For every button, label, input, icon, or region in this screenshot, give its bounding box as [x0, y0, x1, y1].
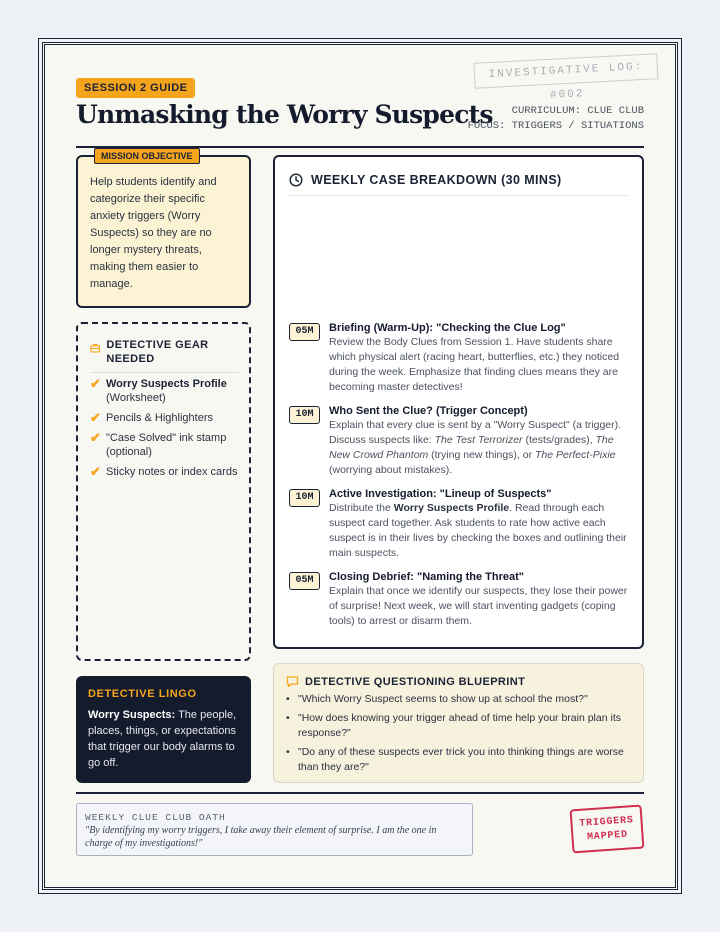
page-title: Unmasking the Worry Suspects	[76, 100, 493, 129]
gear-header	[90, 338, 239, 373]
oath-text: "By identifying my worry triggers, I take away their element of surprise. I am the one in charge of my investigations!"	[85, 825, 437, 849]
check-icon: ✔	[90, 410, 101, 425]
weekly-oath-box	[76, 803, 473, 856]
gear-item: ✔ Sticky notes or index cards	[90, 464, 238, 479]
questioning-header	[286, 675, 525, 688]
question-item: • "How does knowing your trigger ahead of time help your brain plan its response?"	[284, 711, 633, 741]
gear-item: ✔ Pencils & Highlighters	[90, 410, 213, 425]
clock-icon	[289, 173, 303, 187]
time-badge: 05M	[289, 572, 320, 590]
agenda-block-desc: Explain that once we identify our suspects, they lose their power of surprise! Next week, we will start inventing gadgets (coping tools) to arrest or disarm them.	[329, 585, 628, 627]
mission-objective-tag: MISSION OBJECTIVE	[94, 148, 200, 164]
weekly-case-breakdown-card	[273, 155, 644, 649]
lingo-title: DETECTIVE LINGO	[88, 688, 197, 700]
time-badge: 05M	[289, 323, 320, 341]
curriculum-meta	[468, 104, 644, 134]
mission-objective-text: Help students identify and categorize their specific anxiety triggers (Worry Suspects) so they are no longer mystery threats, making them easier to manage.	[90, 176, 217, 290]
question-item: • "Do any of these suspects ever trick you into thinking things are worse than they are?"	[284, 745, 633, 775]
agenda-block	[289, 321, 628, 395]
speech-bubble-icon	[286, 675, 299, 688]
mission-objective-card	[76, 151, 251, 308]
check-icon: ✔	[90, 376, 101, 391]
questioning-blueprint-card	[273, 663, 644, 783]
time-badge: 10M	[289, 406, 320, 424]
agenda-block-title: Briefing (Warm-Up): "Checking the Clue Log"	[329, 322, 566, 334]
agenda-block	[289, 404, 628, 478]
agenda-block-title: Who Sent the Clue? (Trigger Concept)	[329, 405, 528, 417]
agenda-block	[289, 570, 628, 629]
agenda-block-desc: Review the Body Clues from Session 1. Have students share which physical alert (racing heart, butterflies, etc.) they noticed during the week. Emphasize that finding clues means they are becoming master detectives!	[329, 336, 620, 393]
curriculum-label: CURRICULUM: CLUE CLUB	[511, 105, 644, 117]
gear-list	[90, 377, 241, 485]
briefcase-icon	[90, 342, 100, 354]
time-badge: 10M	[289, 489, 320, 507]
investigative-log-stamp: INVESTIGATIVE LOG: #002	[473, 53, 658, 89]
check-icon: ✔	[90, 430, 101, 445]
detective-lingo-card	[76, 676, 251, 783]
detective-gear-card	[76, 322, 251, 661]
gear-item: ✔ Worry Suspects Profile (Worksheet)	[90, 376, 227, 404]
agenda-block-title: Active Investigation: "Lineup of Suspects"	[329, 488, 552, 500]
agenda-blocks	[289, 321, 628, 638]
focus-label: FOCUS: TRIGGERS / SITUATIONS	[467, 120, 644, 132]
questioning-title: DETECTIVE QUESTIONING BLUEPRINT	[305, 675, 526, 688]
weekly-title: WEEKLY CASE BREAKDOWN (30 MINS)	[311, 173, 562, 187]
triggers-mapped-stamp: TRIGGERS MAPPED	[570, 805, 645, 854]
gear-title: DETECTIVE GEAR NEEDED	[106, 339, 209, 365]
agenda-block-desc: Distribute the Worry Suspects Profile. Read through each suspect card together. Ask students to rate how active each suspect is in their lives by checking the boxes and outlining their main suspects.	[329, 502, 627, 559]
weekly-header	[289, 173, 628, 196]
check-icon: ✔	[90, 464, 101, 479]
agenda-block-desc: Explain that every clue is sent by a "Worry Suspect" (a trigger). Discuss suspects like: The Test Terrorizer (tests/grades), The New Crowd Phantom (trying new things), or The Perfect-Pixie (worrying about mistakes).	[329, 419, 622, 476]
lingo-definition: Worry Suspects: The people, places, things, or expectations that trigger our body alarms to go off.	[88, 709, 237, 769]
oath-title: WEEKLY CLUE CLUB OATH	[85, 812, 226, 823]
agenda-block	[289, 487, 628, 561]
session-badge: SESSION 2 GUIDE	[76, 78, 195, 98]
agenda-block-title: Closing Debrief: "Naming the Threat"	[329, 571, 525, 583]
question-item: • "Which Worry Suspect seems to show up at school the most?"	[284, 692, 633, 707]
question-list	[284, 692, 633, 779]
footer-divider	[76, 792, 644, 794]
gear-item: ✔ "Case Solved" ink stamp (optional)	[90, 430, 227, 458]
